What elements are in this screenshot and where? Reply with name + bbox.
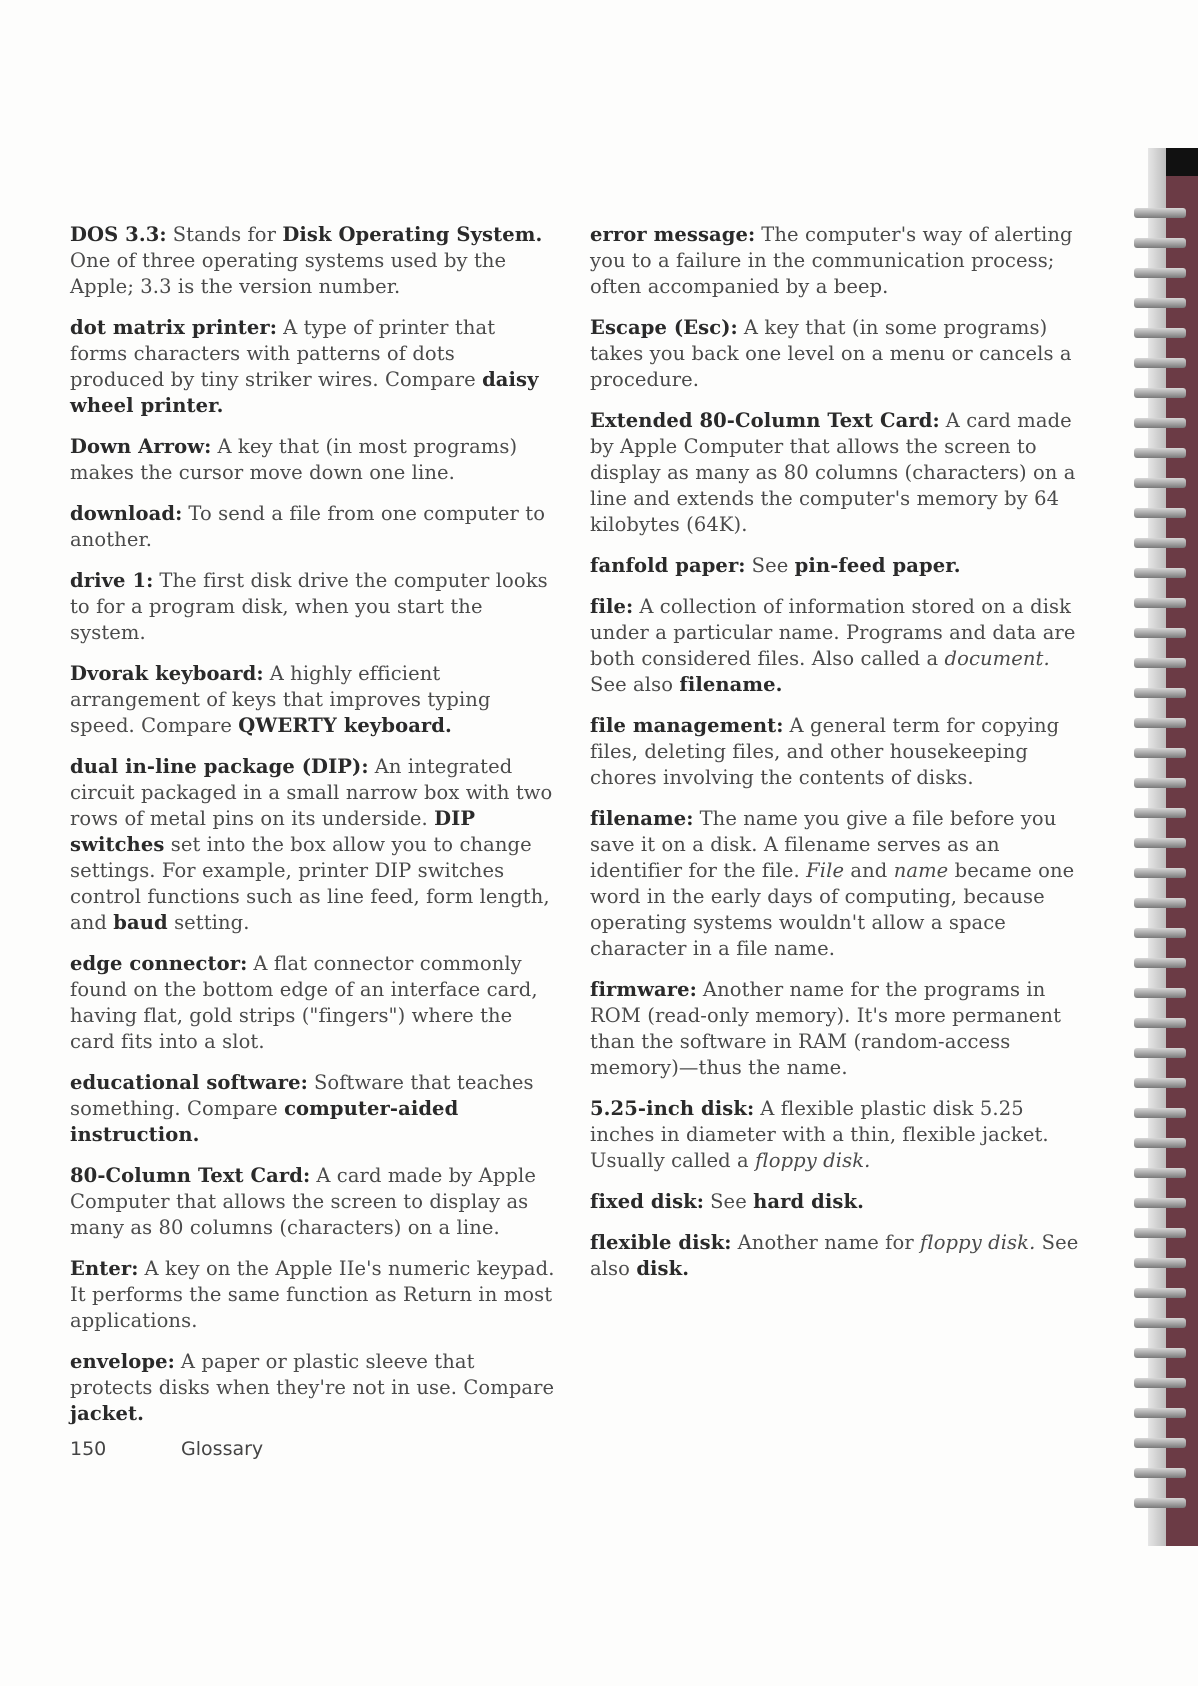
glossary-entry-dos-3-3 [70, 222, 555, 300]
cross-reference: DIP switches [70, 807, 476, 856]
binding-coil [1134, 598, 1186, 608]
glossary-term: educational software: [70, 1071, 308, 1094]
binding-coil [1134, 1408, 1186, 1418]
binding-coil [1134, 208, 1186, 218]
glossary-entry-fixed-disk [590, 1189, 1090, 1215]
glossary-term: edge connector: [70, 952, 248, 975]
glossary-term: DOS 3.3: [70, 223, 167, 246]
definition-text: A card made by Apple Computer that allows the screen to display as many as 80 columns (characters) on a line and extends the computer's memory by 64 kilobytes (64K). [590, 409, 1076, 536]
binding-coil [1134, 478, 1186, 488]
binding-coil [1134, 808, 1186, 818]
glossary-term: fixed disk: [590, 1190, 705, 1213]
glossary-entry-file-management [590, 713, 1090, 791]
cross-reference: jacket. [70, 1402, 144, 1425]
glossary-entry-dvorak-keyboard [70, 661, 555, 739]
cross-reference: daisy wheel printer. [70, 368, 539, 417]
glossary-term: dot matrix printer: [70, 316, 278, 339]
binding-coil [1134, 1228, 1186, 1238]
definition-text: A flat connector commonly found on the bottom edge of an interface card, having flat, gold strips ("fingers") where the card fits into a slot. [70, 952, 538, 1053]
glossary-entry-5-25-inch-disk [590, 1096, 1090, 1174]
definition-text: A type of printer that forms characters with patterns of dots produced by tiny striker wires. Compare [70, 316, 496, 391]
definition-text: set into the box allow you to change settings. For example, printer DIP switches control functions such as line feed, form length, and [70, 833, 550, 934]
glossary-entry-80-column-text-card [70, 1163, 555, 1241]
glossary-term: envelope: [70, 1350, 175, 1373]
glossary-term: download: [70, 502, 183, 525]
definition-text: A paper or plastic sleeve that protects disks when they're not in use. Compare [70, 1350, 555, 1399]
glossary-entry-file [590, 594, 1090, 698]
binding-coil [1134, 1288, 1186, 1298]
binding-coil [1134, 748, 1186, 758]
definition-text: A highly efficient arrangement of keys that improves typing speed. Compare [70, 662, 491, 737]
definition-text: A flexible plastic disk 5.25 inches in diameter with a thin, flexible jacket. Usually called a [590, 1097, 1049, 1172]
definition-text: One of three operating systems used by the Apple; 3.3 is the version number. [70, 249, 507, 298]
binding-coil [1134, 988, 1186, 998]
italic-term: name [893, 859, 949, 882]
right-column [590, 222, 1090, 1297]
glossary-term: Down Arrow: [70, 435, 212, 458]
glossary-entry-escape-esc [590, 315, 1090, 393]
binding-coil [1134, 898, 1186, 908]
glossary-entry-dual-in-line-package-dip [70, 754, 555, 936]
glossary-term: fanfold paper: [590, 554, 746, 577]
glossary-term: error message: [590, 223, 756, 246]
glossary-term: Extended 80-Column Text Card: [590, 409, 940, 432]
definition-text: A collection of information stored on a disk under a particular name. Programs and data are both considered files. Also called a [590, 595, 1076, 670]
left-column [70, 222, 555, 1442]
definition-text: The name you give a file before you save it on a disk. A filename serves as an identifier for the file. [590, 807, 1057, 882]
cover-shadow [1164, 148, 1198, 176]
binding-coil [1134, 838, 1186, 848]
definition-text: The first disk drive the computer looks to for a program disk, when you start the system. [70, 569, 548, 644]
binding-coil [1134, 418, 1186, 428]
cross-reference: baud [113, 911, 168, 934]
binding-coil [1134, 538, 1186, 548]
cross-reference: pin-feed paper. [794, 554, 961, 577]
definition-text: A card made by Apple Computer that allows the screen to display as many as 80 columns (characters) on a line. [70, 1164, 537, 1239]
binding-coil [1134, 1198, 1186, 1208]
binding-coil [1134, 268, 1186, 278]
binding-coil [1134, 508, 1186, 518]
definition-text: became one word in the early days of computing, because operating systems wouldn't allow a space character in a file name. [590, 859, 1075, 960]
binding-coil [1134, 928, 1186, 938]
glossary-term: Escape (Esc): [590, 316, 738, 339]
binding-coil [1134, 1348, 1186, 1358]
glossary-entry-flexible-disk [590, 1230, 1090, 1282]
cross-reference: computer-aided instruction. [70, 1097, 459, 1146]
cross-reference: hard disk. [753, 1190, 864, 1213]
glossary-entry-dot-matrix-printer [70, 315, 555, 419]
definition-text: Another name for [737, 1231, 921, 1254]
definition-text: The computer's way of alerting you to a failure in the communication process; often accompanied by a beep. [590, 223, 1073, 298]
binding-coil [1134, 1438, 1186, 1448]
binding-coil [1134, 1168, 1186, 1178]
glossary-entry-enter [70, 1256, 555, 1334]
glossary-entry-fanfold-paper [590, 553, 1090, 579]
binding-coil [1134, 1138, 1186, 1148]
binding-coil [1134, 1078, 1186, 1088]
glossary-entry-drive-1 [70, 568, 555, 646]
binding-coil [1134, 388, 1186, 398]
glossary-entry-down-arrow [70, 434, 555, 486]
binding-coil [1134, 718, 1186, 728]
binding-coil [1134, 448, 1186, 458]
italic-term: File [806, 859, 845, 882]
cross-reference: filename. [679, 673, 783, 696]
glossary-term: dual in-line package (DIP): [70, 755, 369, 778]
glossary-entry-edge-connector [70, 951, 555, 1055]
binding-coil [1134, 298, 1186, 308]
binding-coil [1134, 358, 1186, 368]
glossary-term: drive 1: [70, 569, 154, 592]
definition-text: See [710, 1190, 754, 1213]
binding-coil [1134, 1498, 1186, 1508]
binding-coil [1134, 658, 1186, 668]
glossary-entry-filename [590, 806, 1090, 962]
definition-text: An integrated circuit packaged in a small narrow box with two rows of metal pins on its underside. [70, 755, 553, 830]
page-footer [70, 1438, 263, 1460]
glossary-term: Dvorak keyboard: [70, 662, 264, 685]
binding-coil [1134, 328, 1186, 338]
definition-text: setting. [167, 911, 250, 934]
page-number: 150 [70, 1438, 107, 1460]
binding-coil [1134, 1108, 1186, 1118]
definition-text: Another name for the programs in ROM (read-only memory). It's more permanent than the software in RAM (random-access memory)—thus the name. [590, 978, 1062, 1079]
italic-term: document. [944, 647, 1050, 670]
definition-text: A key that (in some programs) takes you back one level on a menu or cancels a procedure. [590, 316, 1072, 391]
binding-coil [1134, 1318, 1186, 1328]
italic-term: floppy disk. [920, 1231, 1036, 1254]
glossary-term: file: [590, 595, 634, 618]
definition-text: A key that (in most programs) makes the cursor move down one line. [70, 435, 518, 484]
binding-coil [1134, 1378, 1186, 1388]
cross-reference: QWERTY keyboard. [238, 714, 452, 737]
binding-coil [1134, 238, 1186, 248]
glossary-entry-extended-80-column-text-card [590, 408, 1090, 538]
cross-reference: disk. [636, 1257, 690, 1280]
binding-coil [1134, 628, 1186, 638]
glossary-entry-envelope [70, 1349, 555, 1427]
definition-text: Software that teaches something. Compare [70, 1071, 534, 1120]
glossary-term: Enter: [70, 1257, 139, 1280]
glossary-entry-download [70, 501, 555, 553]
binding-coil [1134, 778, 1186, 788]
glossary-term: 5.25-inch disk: [590, 1097, 755, 1120]
italic-term: floppy disk. [755, 1149, 871, 1172]
binding-coil [1134, 1048, 1186, 1058]
binding-coil [1134, 688, 1186, 698]
definition-text: See also [590, 1231, 1079, 1280]
cross-reference: Disk Operating System. [282, 223, 543, 246]
definition-text: and [844, 859, 894, 882]
glossary-term: 80-Column Text Card: [70, 1164, 311, 1187]
definition-text: See also [590, 673, 680, 696]
binding-coil [1134, 868, 1186, 878]
binding-coil [1134, 1018, 1186, 1028]
glossary-term: file management: [590, 714, 784, 737]
glossary-entry-error-message [590, 222, 1090, 300]
glossary-term: filename: [590, 807, 694, 830]
section-name: Glossary [181, 1438, 264, 1460]
binding-coil [1134, 568, 1186, 578]
glossary-entry-firmware [590, 977, 1090, 1081]
spiral-binding [1134, 148, 1198, 1546]
glossary-term: firmware: [590, 978, 697, 1001]
definition-text: A key on the Apple IIe's numeric keypad. It performs the same function as Return in most applications. [70, 1257, 555, 1332]
binding-coil [1134, 1468, 1186, 1478]
definition-text: Stands for [172, 223, 283, 246]
glossary-term: flexible disk: [590, 1231, 732, 1254]
definition-text: A general term for copying files, deleting files, and other housekeeping chores involving the contents of disks. [590, 714, 1060, 789]
definition-text: To send a file from one computer to another. [70, 502, 546, 551]
binding-coil [1134, 958, 1186, 968]
binding-coil [1134, 1258, 1186, 1268]
definition-text: See [751, 554, 795, 577]
glossary-entry-educational-software [70, 1070, 555, 1148]
